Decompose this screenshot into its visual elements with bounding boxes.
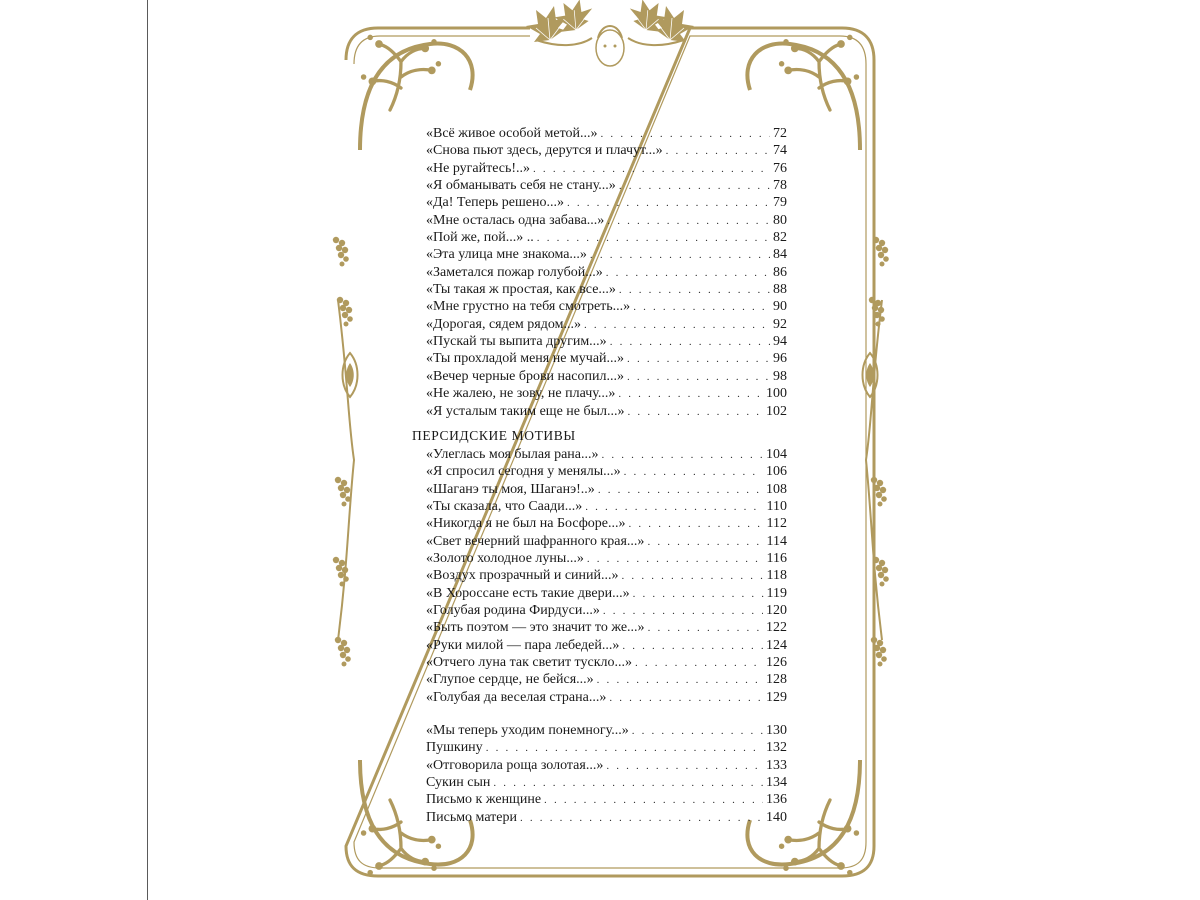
dot-leader bbox=[619, 282, 770, 299]
dot-leader bbox=[607, 213, 770, 230]
dot-leader bbox=[584, 317, 770, 334]
toc-entry bbox=[412, 757, 787, 774]
toc-entry bbox=[412, 602, 787, 619]
toc-entry-page: 80 bbox=[773, 212, 787, 228]
toc-entry-title: «Я обманывать себя не стану...» bbox=[426, 178, 616, 194]
toc-entry bbox=[412, 739, 787, 756]
toc-entry-title: «Пускай ты выпита другим...» bbox=[426, 334, 607, 350]
toc-entry-page: 106 bbox=[766, 464, 787, 480]
toc-entry bbox=[412, 281, 787, 298]
toc-entry bbox=[412, 774, 787, 791]
toc-entry-title: «Пой же, пой...» .. bbox=[426, 230, 534, 246]
toc-entry-page: 129 bbox=[766, 689, 787, 705]
toc-entry-page: 108 bbox=[766, 481, 787, 497]
toc-entry-page: 130 bbox=[766, 723, 787, 738]
toc-entry-page: 92 bbox=[773, 316, 787, 332]
toc-entry-title: «Заметался пожар голубой...» bbox=[426, 264, 603, 280]
toc-entry bbox=[412, 637, 787, 654]
toc-entry bbox=[412, 385, 787, 402]
toc-entry-title: «Голубая родина Фирдуси...» bbox=[426, 602, 600, 618]
toc-entry-page: 104 bbox=[766, 446, 787, 462]
toc-entry bbox=[412, 160, 787, 177]
dot-leader bbox=[493, 775, 763, 792]
toc-entry-page: 94 bbox=[773, 334, 787, 350]
dot-leader bbox=[610, 334, 770, 351]
dot-leader bbox=[585, 499, 763, 516]
toc-entry-title: «Глупое сердце, не бейся...» bbox=[426, 672, 594, 688]
toc-entry bbox=[412, 689, 787, 706]
toc-entry bbox=[412, 567, 787, 584]
toc-entry-page: 134 bbox=[766, 775, 787, 791]
toc-entry bbox=[412, 403, 787, 420]
toc-entry-page: 136 bbox=[766, 792, 787, 808]
toc-entry-title: «Вечер черные брови насопил...» bbox=[426, 368, 624, 384]
toc-entry-title: «Эта улица мне знакома...» bbox=[426, 247, 587, 263]
toc-entry-page: 133 bbox=[766, 757, 787, 773]
toc-entry-page: 119 bbox=[766, 585, 787, 601]
toc-entry-title: «Ты сказала, что Саади...» bbox=[426, 498, 583, 514]
dot-leader bbox=[567, 195, 770, 212]
toc-entry-page: 98 bbox=[773, 368, 787, 384]
toc-entry bbox=[412, 368, 787, 385]
toc-entry-page: 140 bbox=[766, 809, 787, 825]
toc-entry-title: «Отговорила роща золотая...» bbox=[426, 757, 604, 773]
dot-leader bbox=[537, 230, 770, 247]
toc-entry-page: 128 bbox=[766, 672, 787, 688]
toc-entry-page: 114 bbox=[766, 533, 787, 549]
toc-entry bbox=[412, 264, 787, 281]
toc-entry bbox=[412, 722, 787, 739]
toc-group bbox=[412, 722, 787, 826]
dot-leader bbox=[601, 447, 763, 464]
toc-entry bbox=[412, 498, 787, 515]
dot-leader bbox=[597, 672, 763, 689]
toc-entry-page: 90 bbox=[773, 299, 787, 315]
toc-entry bbox=[412, 194, 787, 211]
toc-entry-page: 96 bbox=[773, 351, 787, 367]
toc-entry-title: «Не жалею, не зову, не плачу...» bbox=[426, 386, 616, 402]
toc-entry bbox=[412, 654, 787, 671]
table-of-contents bbox=[412, 125, 787, 826]
toc-entry bbox=[412, 809, 787, 826]
dot-leader bbox=[633, 586, 764, 603]
dot-leader bbox=[629, 516, 764, 533]
toc-entry-page: 78 bbox=[773, 178, 787, 194]
toc-entry bbox=[412, 212, 787, 229]
toc-entry-title: «Снова пьют здесь, дерутся и плачут...» bbox=[426, 143, 663, 159]
dot-leader bbox=[666, 143, 770, 160]
dot-leader bbox=[486, 740, 763, 757]
toc-entry-page: 132 bbox=[766, 740, 787, 756]
dot-leader bbox=[618, 386, 763, 403]
toc-entry bbox=[412, 177, 787, 194]
dot-leader bbox=[544, 792, 763, 809]
dot-leader bbox=[624, 464, 763, 481]
toc-entry bbox=[412, 585, 787, 602]
toc-entry-title: «Ты прохладой меня не мучай...» bbox=[426, 351, 625, 367]
toc-entry-page: 120 bbox=[766, 602, 787, 618]
dot-leader bbox=[609, 690, 763, 707]
toc-entry bbox=[412, 550, 787, 567]
toc-entry bbox=[412, 333, 787, 350]
dot-leader bbox=[647, 534, 763, 551]
toc-entry-title: Пушкину bbox=[426, 740, 483, 756]
dot-leader bbox=[635, 655, 763, 672]
toc-entry-page: 112 bbox=[766, 516, 787, 532]
toc-entry-title: «Свет вечерний шафранного края...» bbox=[426, 533, 645, 549]
toc-entry bbox=[412, 515, 787, 532]
dot-leader bbox=[628, 404, 763, 421]
toc-entry-title: «Не ругайтесь!..» bbox=[426, 160, 531, 176]
toc-entry-title: «Отчего луна так светит тускло...» bbox=[426, 654, 632, 670]
toc-entry-title: Сукин сын bbox=[426, 775, 491, 791]
toc-entry bbox=[412, 533, 787, 550]
toc-entry-title: «Шаганэ ты моя, Шаганэ!..» bbox=[426, 481, 595, 497]
toc-entry-title: Письмо матери bbox=[426, 809, 517, 825]
toc-entry-title: «Руки милой — пара лебедей...» bbox=[426, 637, 620, 653]
dot-leader bbox=[598, 482, 763, 499]
toc-entry-page: 116 bbox=[766, 550, 787, 566]
toc-entry-page: 88 bbox=[773, 282, 787, 298]
toc-entry bbox=[412, 316, 787, 333]
dot-leader bbox=[606, 758, 763, 775]
toc-entry-title: «Быть поэтом — это значит то же...» bbox=[426, 620, 645, 636]
dot-leader bbox=[533, 161, 770, 178]
toc-entry bbox=[412, 619, 787, 636]
toc-entry-title: «В Хороссане есть такие двери...» bbox=[426, 585, 630, 601]
dot-leader bbox=[627, 351, 770, 368]
dot-leader bbox=[627, 369, 770, 386]
toc-group bbox=[412, 125, 787, 420]
toc-entry bbox=[412, 350, 787, 367]
toc-entry bbox=[412, 298, 787, 315]
dot-leader bbox=[601, 126, 770, 143]
toc-entry-page: 126 bbox=[766, 654, 787, 670]
toc-entry-title: «Всё живое особой метой...» bbox=[426, 126, 598, 141]
toc-entry-title: «Голубая да веселая страна...» bbox=[426, 689, 607, 705]
toc-entry-page: 84 bbox=[773, 247, 787, 263]
toc-entry-page: 79 bbox=[773, 195, 787, 211]
toc-entry-title: «Мне осталась одна забава...» bbox=[426, 212, 605, 228]
toc-entry bbox=[412, 481, 787, 498]
toc-entry-title: «Воздух прозрачный и синий...» bbox=[426, 568, 619, 584]
toc-entry-page: 102 bbox=[766, 403, 787, 419]
dot-leader bbox=[520, 810, 763, 827]
toc-entry-page: 124 bbox=[766, 637, 787, 653]
dot-leader bbox=[622, 568, 764, 585]
toc-entry-title: «Золото холодное луны...» bbox=[426, 550, 584, 566]
toc-entry-page: 110 bbox=[766, 498, 787, 514]
dot-leader bbox=[648, 620, 763, 637]
toc-entry bbox=[412, 463, 787, 480]
toc-entry-title: «Ты такая ж простая, как все...» bbox=[426, 282, 616, 298]
toc-entry bbox=[412, 142, 787, 159]
dot-leader bbox=[590, 247, 770, 264]
toc-entry-page: 86 bbox=[773, 264, 787, 280]
dot-leader bbox=[606, 265, 770, 282]
toc-entry-page: 72 bbox=[773, 126, 787, 141]
toc-entry bbox=[412, 229, 787, 246]
toc-entry bbox=[412, 446, 787, 463]
toc-entry-title: «Я усталым таким еще не был...» bbox=[426, 403, 625, 419]
toc-entry-title: Письмо к женщине bbox=[426, 792, 542, 808]
toc-entry-page: 82 bbox=[773, 230, 787, 246]
toc-entry-page: 100 bbox=[766, 386, 787, 402]
section-heading: ПЕРСИДСКИЕ МОТИВЫ bbox=[412, 427, 576, 443]
left-page-edge bbox=[147, 0, 148, 900]
toc-entry-title: «Мы теперь уходим понемногу...» bbox=[426, 723, 629, 738]
toc-entry-page: 122 bbox=[766, 620, 787, 636]
dot-leader bbox=[587, 551, 764, 568]
toc-entry bbox=[412, 791, 787, 808]
toc-group bbox=[412, 426, 787, 706]
toc-entry bbox=[412, 246, 787, 263]
toc-entry-page: 118 bbox=[766, 568, 787, 584]
toc-entry bbox=[412, 125, 787, 142]
toc-entry bbox=[412, 671, 787, 688]
toc-entry-title: «Никогда я не был на Босфоре...» bbox=[426, 516, 626, 532]
dot-leader bbox=[632, 723, 763, 740]
toc-entry-page: 76 bbox=[773, 160, 787, 176]
toc-entry-title: «Мне грустно на тебя смотреть...» bbox=[426, 299, 631, 315]
toc-entry-title: «Улеглась моя былая рана...» bbox=[426, 446, 599, 462]
toc-entry-title: «Дорогая, сядем рядом...» bbox=[426, 316, 581, 332]
toc-entry-page: 74 bbox=[773, 143, 787, 159]
dot-leader bbox=[603, 603, 763, 620]
toc-entry-title: «Я спросил сегодня у менялы...» bbox=[426, 464, 621, 480]
dot-leader bbox=[622, 638, 763, 655]
toc-entry-title: «Да! Теперь решено...» bbox=[426, 195, 564, 211]
dot-leader bbox=[619, 178, 770, 195]
dot-leader bbox=[633, 299, 770, 316]
